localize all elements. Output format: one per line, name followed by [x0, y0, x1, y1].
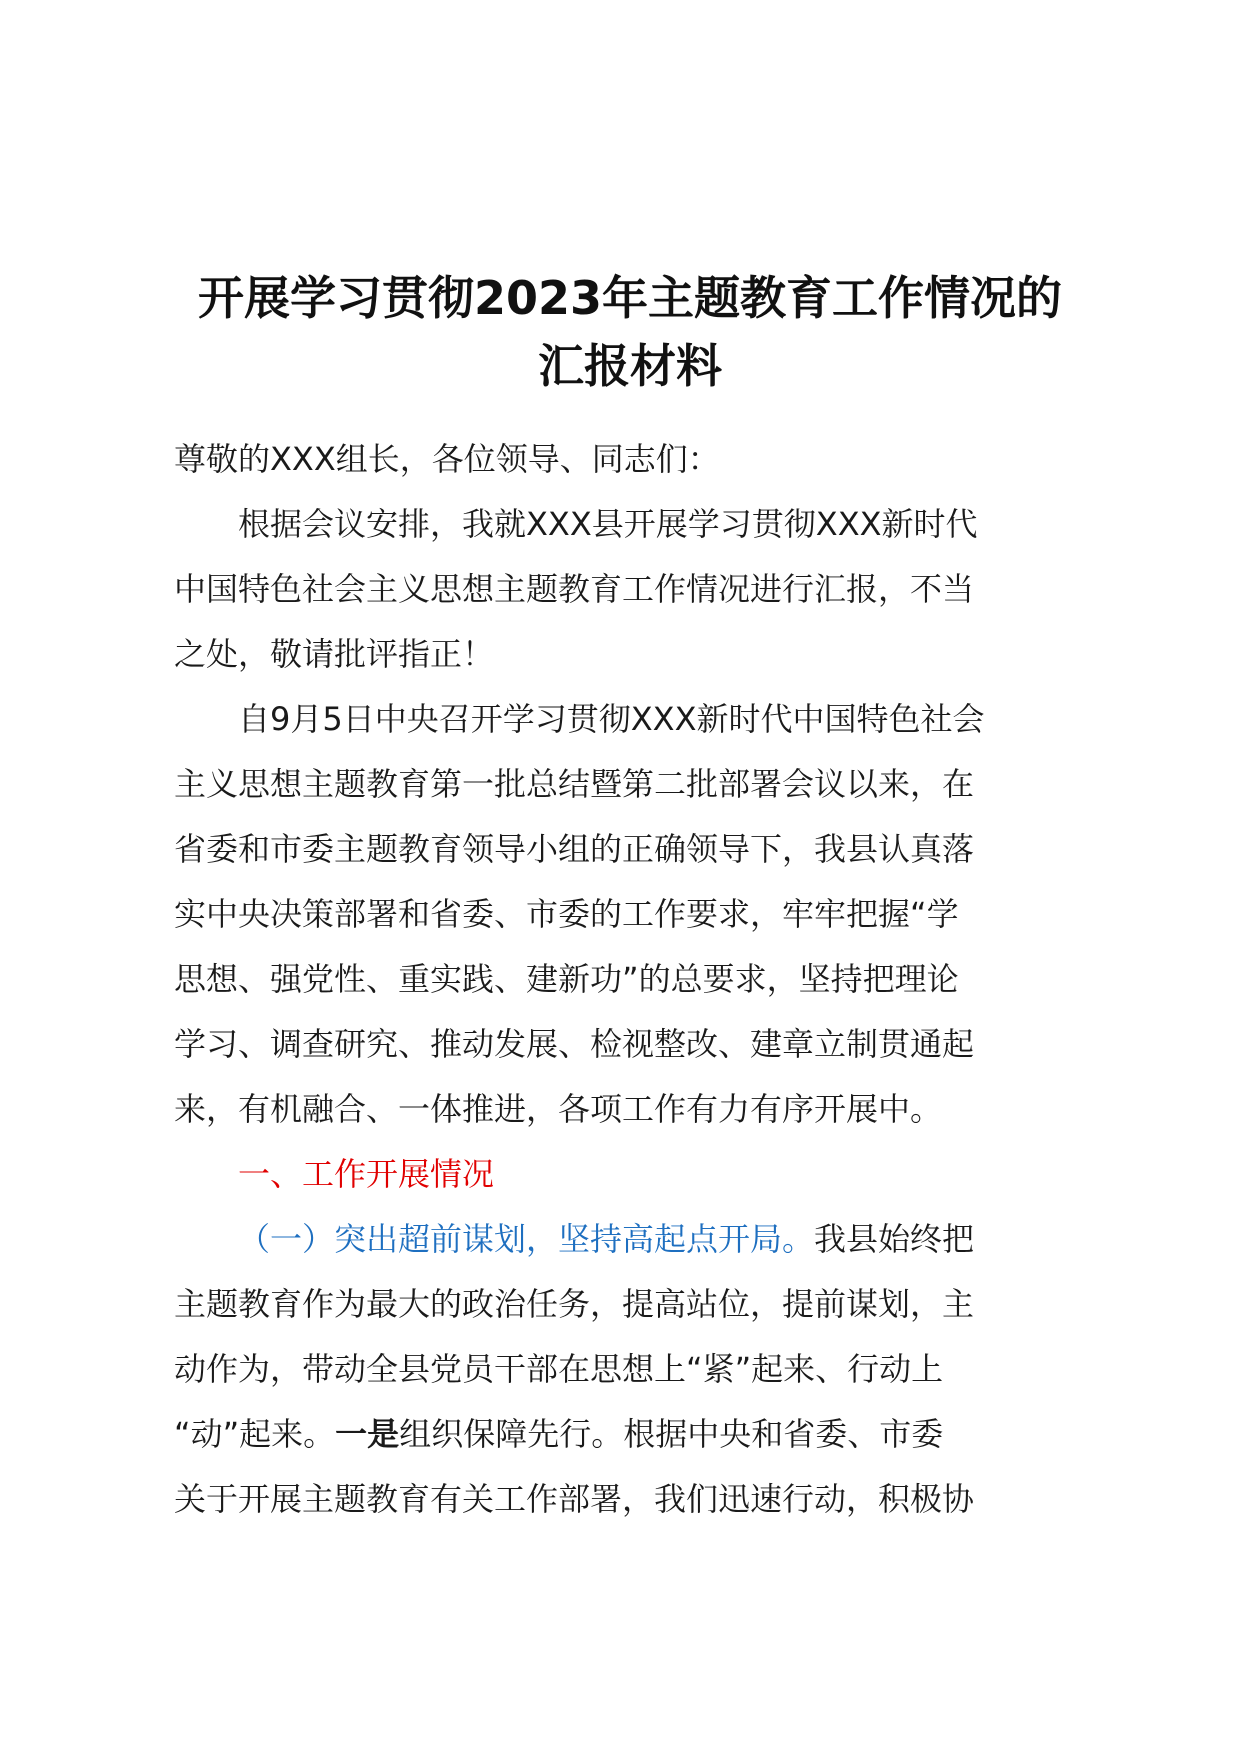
summary-line: 思想、强党性、重实践、建新功”的总要求，坚持把理论 [174, 960, 959, 998]
subsection-heading-1: （一）突出超前谋划，坚持高起点开局。 [238, 1220, 815, 1258]
intro-line: 中国特色社会主义思想主题教育工作情况进行汇报，不当 [174, 570, 975, 608]
intro-paragraph [174, 492, 1104, 687]
point-marker-yishi: 一是 [335, 1415, 400, 1453]
summary-line: 主义思想主题教育第一批总结暨第二批部署会议以来，在 [174, 765, 975, 803]
subsection-first-line [174, 1207, 1104, 1272]
subsection-line-rest: 组织保障先行。根据中央和省委、市委 [399, 1415, 944, 1453]
summary-paragraph [174, 687, 1104, 1142]
subsection-line: 动作为，带动全县党员干部在思想上“紧”起来、行动上 [174, 1350, 944, 1388]
subsection-line-rest: 我县始终把 [814, 1220, 975, 1258]
subsection-line: 关于开展主题教育有关工作部署，我们迅速行动，积极协 [174, 1480, 975, 1518]
subsection-paragraph-1 [174, 1207, 1104, 1532]
section-heading-1: 一、工作开展情况 [238, 1155, 495, 1193]
intro-line: 根据会议安排，我就XXX县开展学习贯彻XXX新时代 [238, 505, 978, 543]
salutation: 尊敬的XXX组长，各位领导、同志们： [174, 440, 720, 478]
subsection-line-start: “动”起来。 [174, 1415, 336, 1453]
intro-line: 之处，敬请批评指正！ [174, 635, 495, 673]
document-body [174, 427, 1104, 1532]
summary-line: 实中央决策部署和省委、市委的工作要求，牢牢把握“学 [174, 895, 959, 933]
subsection-line: 主题教育作为最大的政治任务，提高站位，提前谋划，主 [174, 1285, 975, 1323]
summary-line: 学习、调查研究、推动发展、检视整改、建章立制贯通起 [174, 1025, 975, 1063]
document-title-line-1: 开展学习贯彻2023年主题教育工作情况的 [197, 271, 1063, 325]
subsection-line [174, 1402, 1104, 1467]
document-title-line-2: 汇报材料 [538, 339, 722, 393]
summary-line: 自9月5日中央召开学习贯彻XXX新时代中国特色社会 [238, 700, 985, 738]
summary-line: 来，有机融合、一体推进，各项工作有力有序开展中。 [174, 1090, 943, 1128]
summary-line: 省委和市委主题教育领导小组的正确领导下，我县认真落 [174, 830, 975, 868]
